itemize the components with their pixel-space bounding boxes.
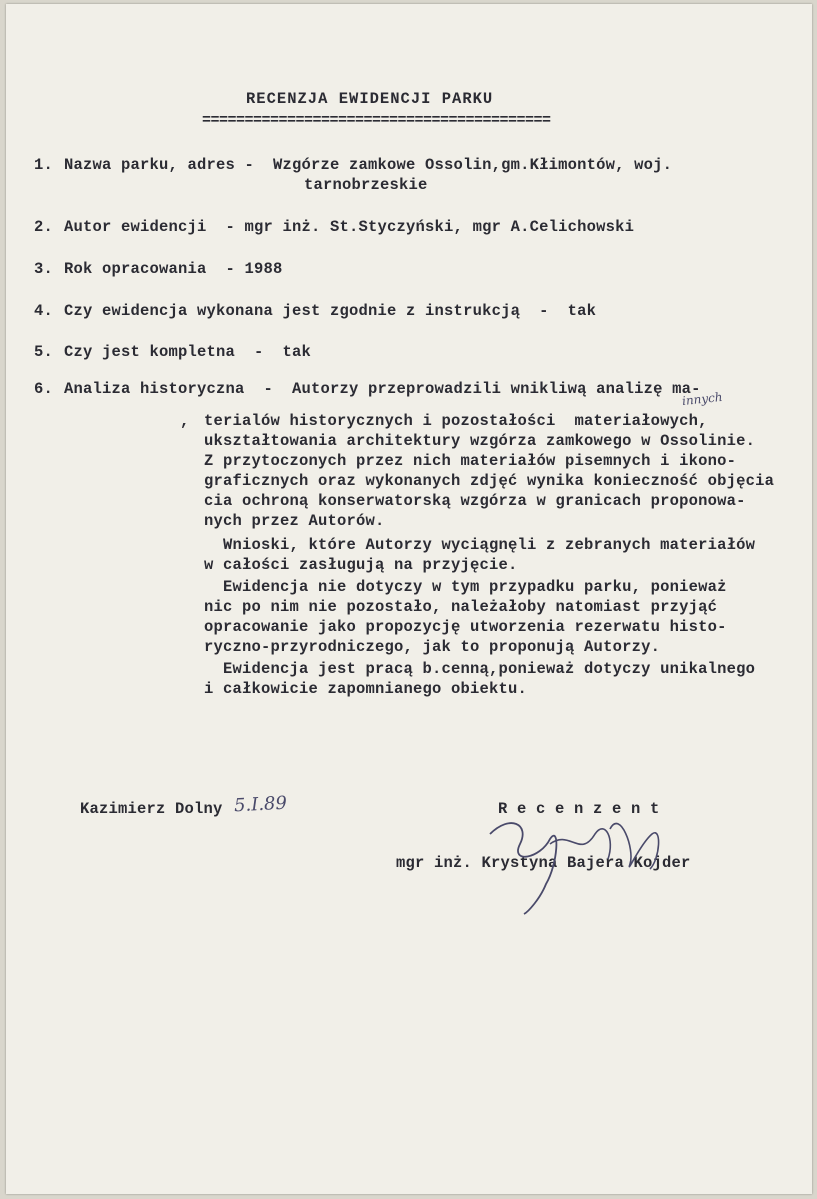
handwritten-insert: innych — [681, 389, 724, 409]
item-number: 2. — [34, 218, 54, 236]
margin-marker: , — [180, 412, 190, 430]
item-text: Analiza historyczna - Autorzy przeprowadzili wnikliwą analizę ma- — [64, 380, 701, 398]
item-text: Czy jest kompletna - tak — [64, 343, 312, 361]
item-text: Autor ewidencji - mgr inż. St.Styczyński, mgr A.Celichowski — [64, 218, 635, 236]
analysis-line: terialów historycznych i pozostałości materiałowych, — [204, 412, 708, 430]
place-name: Kazimierz Dolny — [80, 800, 223, 818]
document-page — [6, 4, 812, 1194]
item-text: Rok opracowania - 1988 — [64, 260, 283, 278]
analysis-line: Ewidencja nie dotyczy w tym przypadku parku, ponieważ — [204, 578, 727, 596]
analysis-line: opracowanie jako propozycję utworzenia rezerwatu histo- — [204, 618, 727, 636]
analysis-line: nych przez Autorów. — [204, 512, 385, 530]
analysis-line: cia ochroną konserwatorską wzgórza w granicach proponowa- — [204, 492, 746, 510]
analysis-line: graficznych oraz wykonanych zdjęć wynika konieczność objęcia — [204, 472, 775, 490]
analysis-line: Z przytoczonych przez nich materiałów pisemnych i ikono- — [204, 452, 737, 470]
document-title: RECENZJA EWIDENCJI PARKU — [246, 90, 494, 108]
item-number: 1. — [34, 156, 54, 174]
analysis-line: nic po nim nie pozostało, należałoby natomiast przyjąć — [204, 598, 718, 616]
title-underline: ========================================= — [202, 112, 551, 129]
item-number: 6. — [34, 380, 54, 398]
item-text: Czy ewidencja wykonana jest zgodnie z instrukcją - tak — [64, 302, 597, 320]
reviewer-heading: R e c e n z e n t — [498, 800, 660, 818]
reviewer-name: mgr inż. Krystyna Bajera Kojder — [396, 854, 691, 872]
analysis-line: i całkowicie zapomnianego obiektu. — [204, 680, 528, 698]
item-number: 4. — [34, 302, 54, 320]
analysis-line: Wnioski, które Autorzy wyciągnęli z zebranych materiałów — [204, 536, 756, 554]
analysis-line: ryczno-przyrodniczego, jak to proponują Autorzy. — [204, 638, 661, 656]
analysis-line: ukształtowania architektury wzgórza zamkowego w Ossolinie. — [204, 432, 756, 450]
handwritten-date: 5.I.89 — [233, 792, 288, 817]
item-text-continuation: tarnobrzeskie — [304, 176, 428, 194]
signature-mark — [480, 804, 680, 924]
item-text: Nazwa parku, adres - Wzgórze zamkowe Ossolin,gm.Kłimontów, woj. — [64, 156, 673, 174]
item-number: 5. — [34, 343, 54, 361]
analysis-line: Ewidencja jest pracą b.cenną,ponieważ dotyczy unikalnego — [204, 660, 756, 678]
analysis-line: w całości zasługują na przyjęcie. — [204, 556, 518, 574]
item-number: 3. — [34, 260, 54, 278]
